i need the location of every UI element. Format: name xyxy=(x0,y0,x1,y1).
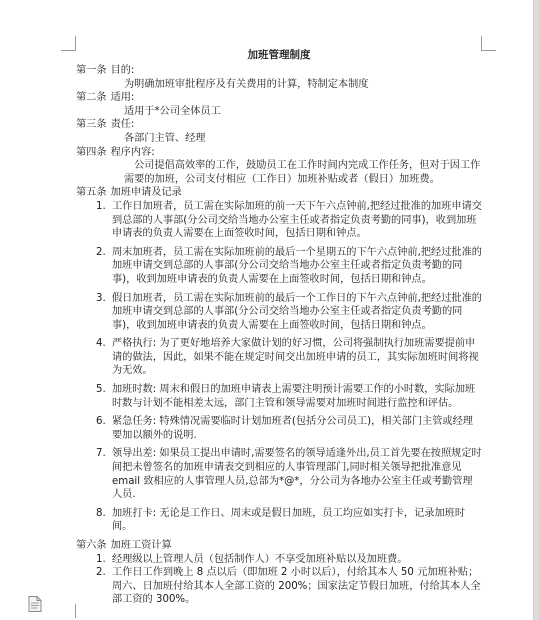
crop-mark-bottom-left xyxy=(61,604,76,618)
article-title: 责任: xyxy=(110,119,135,131)
article-1-body: 为明确加班审批程序及有关费用的计算，特制定本制度 xyxy=(124,78,369,90)
list-item xyxy=(76,566,482,607)
list-item xyxy=(76,507,482,534)
list-number: 6. xyxy=(96,416,106,428)
article-title: 程序内容: xyxy=(110,146,155,158)
crop-mark-top-left xyxy=(61,36,76,51)
article-number: 第二条 xyxy=(76,92,107,104)
list-number: 1. xyxy=(96,200,106,212)
article-title: 适用: xyxy=(110,92,135,104)
list-number: 2. xyxy=(96,246,106,258)
article-2-heading xyxy=(76,91,482,105)
list-item xyxy=(76,200,482,241)
list-text: 经理级以上管理人员（包括制作人）不享受加班补贴以及加班费。 xyxy=(112,553,408,565)
article-1-heading xyxy=(76,64,482,78)
list-text: 加班时数: 周末和假日的加班申请表上需要注明预计需要工作的小时数，实际加班时数与计划不能相差太远，部门主管和领导需要对加班时间进行监控和评估。 xyxy=(112,384,476,409)
list-text: 假日加班者，员工需在实际加班前的最后一个工作日的下午六点钟前,把经过批准的加班申请交到总部的人事部(分公司交给当地办公室主任或者指定负责考勤的同事)，收到加班申请表的负责人需要在上面签收时间，包括日期和钟点。 xyxy=(112,292,482,331)
document-body[interactable] xyxy=(76,48,482,607)
article-4-paragraph: 公司提倡高效率的工作，鼓励员工在工作时间内完成工作任务，但对于因工作需要的加班，公司支付相应（工作日）加班补贴或者（假日）加班费。 xyxy=(124,160,481,185)
list-item xyxy=(76,415,482,442)
document-icon[interactable] xyxy=(28,596,42,612)
list-text: 紧急任务: 特殊情况需要临时计划加班者(包括分公司员工)，相关部门主管或经理要加以额外的说明. xyxy=(112,416,473,441)
list-number: 4. xyxy=(96,338,106,350)
list-text: 严格执行: 为了更好地培养大家做计划的好习惯，公司将强制执行加班需要提前申请的做法，因此，如果不能在规定时间交出加班申请的员工，其实际加班时间将视为无效。 xyxy=(112,338,479,377)
list-item xyxy=(76,246,482,287)
list-text: 加班打卡: 无论是工作日、周末或是假日加班，员工均应如实打卡，记录加班时间。 xyxy=(112,507,466,533)
list-text: 工作日工作到晚上 8 点以后（即加班 2 小时以后），付给其本人 50 元加班补贴；周六、日加班付给其本人全部工资的 200%；国家法定节假日加班，付给其本人全部工资的 300%。 xyxy=(112,567,481,606)
article-6-heading xyxy=(76,539,482,553)
list-number: 3. xyxy=(96,292,106,304)
article-5-heading xyxy=(76,186,482,200)
list-item xyxy=(76,292,482,333)
article-number: 第一条 xyxy=(76,65,107,76)
list-number: 2. xyxy=(96,567,106,579)
article-2-body: 适用于*公司全体员工 xyxy=(124,105,221,117)
article-6-list xyxy=(76,553,482,607)
article-title: 加班申请及记录 xyxy=(110,187,182,199)
list-number: 5. xyxy=(96,384,106,396)
article-3-heading xyxy=(76,118,482,132)
list-text: 领导出差: 如果员工提出申请时,需要签名的领导适逢外出,员工首先要在按照规定时间把未曾签名的加班申请表交到相应的人事管理部门,同时相关领导把批准意见 email 致相应的人事管理人员,总部为*@*，分公司为各地办公室主任或考勤管理人员. xyxy=(112,448,482,501)
vertical-scrollbar[interactable] xyxy=(534,0,539,620)
article-title: 目的: xyxy=(110,65,135,76)
crop-mark-top-right xyxy=(481,36,496,51)
list-number: 8. xyxy=(96,507,106,519)
article-number: 第六条 xyxy=(76,540,107,551)
list-item xyxy=(76,447,482,501)
article-number: 第三条 xyxy=(76,119,107,131)
list-item xyxy=(76,337,482,378)
article-number: 第四条 xyxy=(76,146,107,158)
list-number: 1. xyxy=(96,553,106,565)
list-number: 7. xyxy=(96,448,106,460)
list-text: 工作日加班者，员工需在实际加班的前一天下午六点钟前,把经过批准的加班申请交到总部的人事部(分公司交给当地办公室主任或者指定负责考勤的同事)，收到加班申请表的负责人需要在上面签收时间，包括日期和钟点。 xyxy=(112,200,482,240)
article-title: 加班工资计算 xyxy=(110,540,172,551)
article-4-heading xyxy=(76,146,482,160)
list-text: 周末加班者，员工需在实际加班前的最后一个星期五的下午六点钟前,把经过批准的加班申请交到总部的人事部(分公司交给当地办公室主任或者指定负责考勤的同事)，收到加班申请表的负责人需要在上面签收时间，包括日期和钟点。 xyxy=(112,246,482,285)
document-title: 加班管理制度 xyxy=(247,49,311,61)
article-number: 第五条 xyxy=(76,187,107,199)
list-item xyxy=(76,553,482,567)
list-item xyxy=(76,383,482,410)
article-3-body: 各部门主管、经理 xyxy=(124,132,206,144)
article-5-list xyxy=(76,200,482,534)
